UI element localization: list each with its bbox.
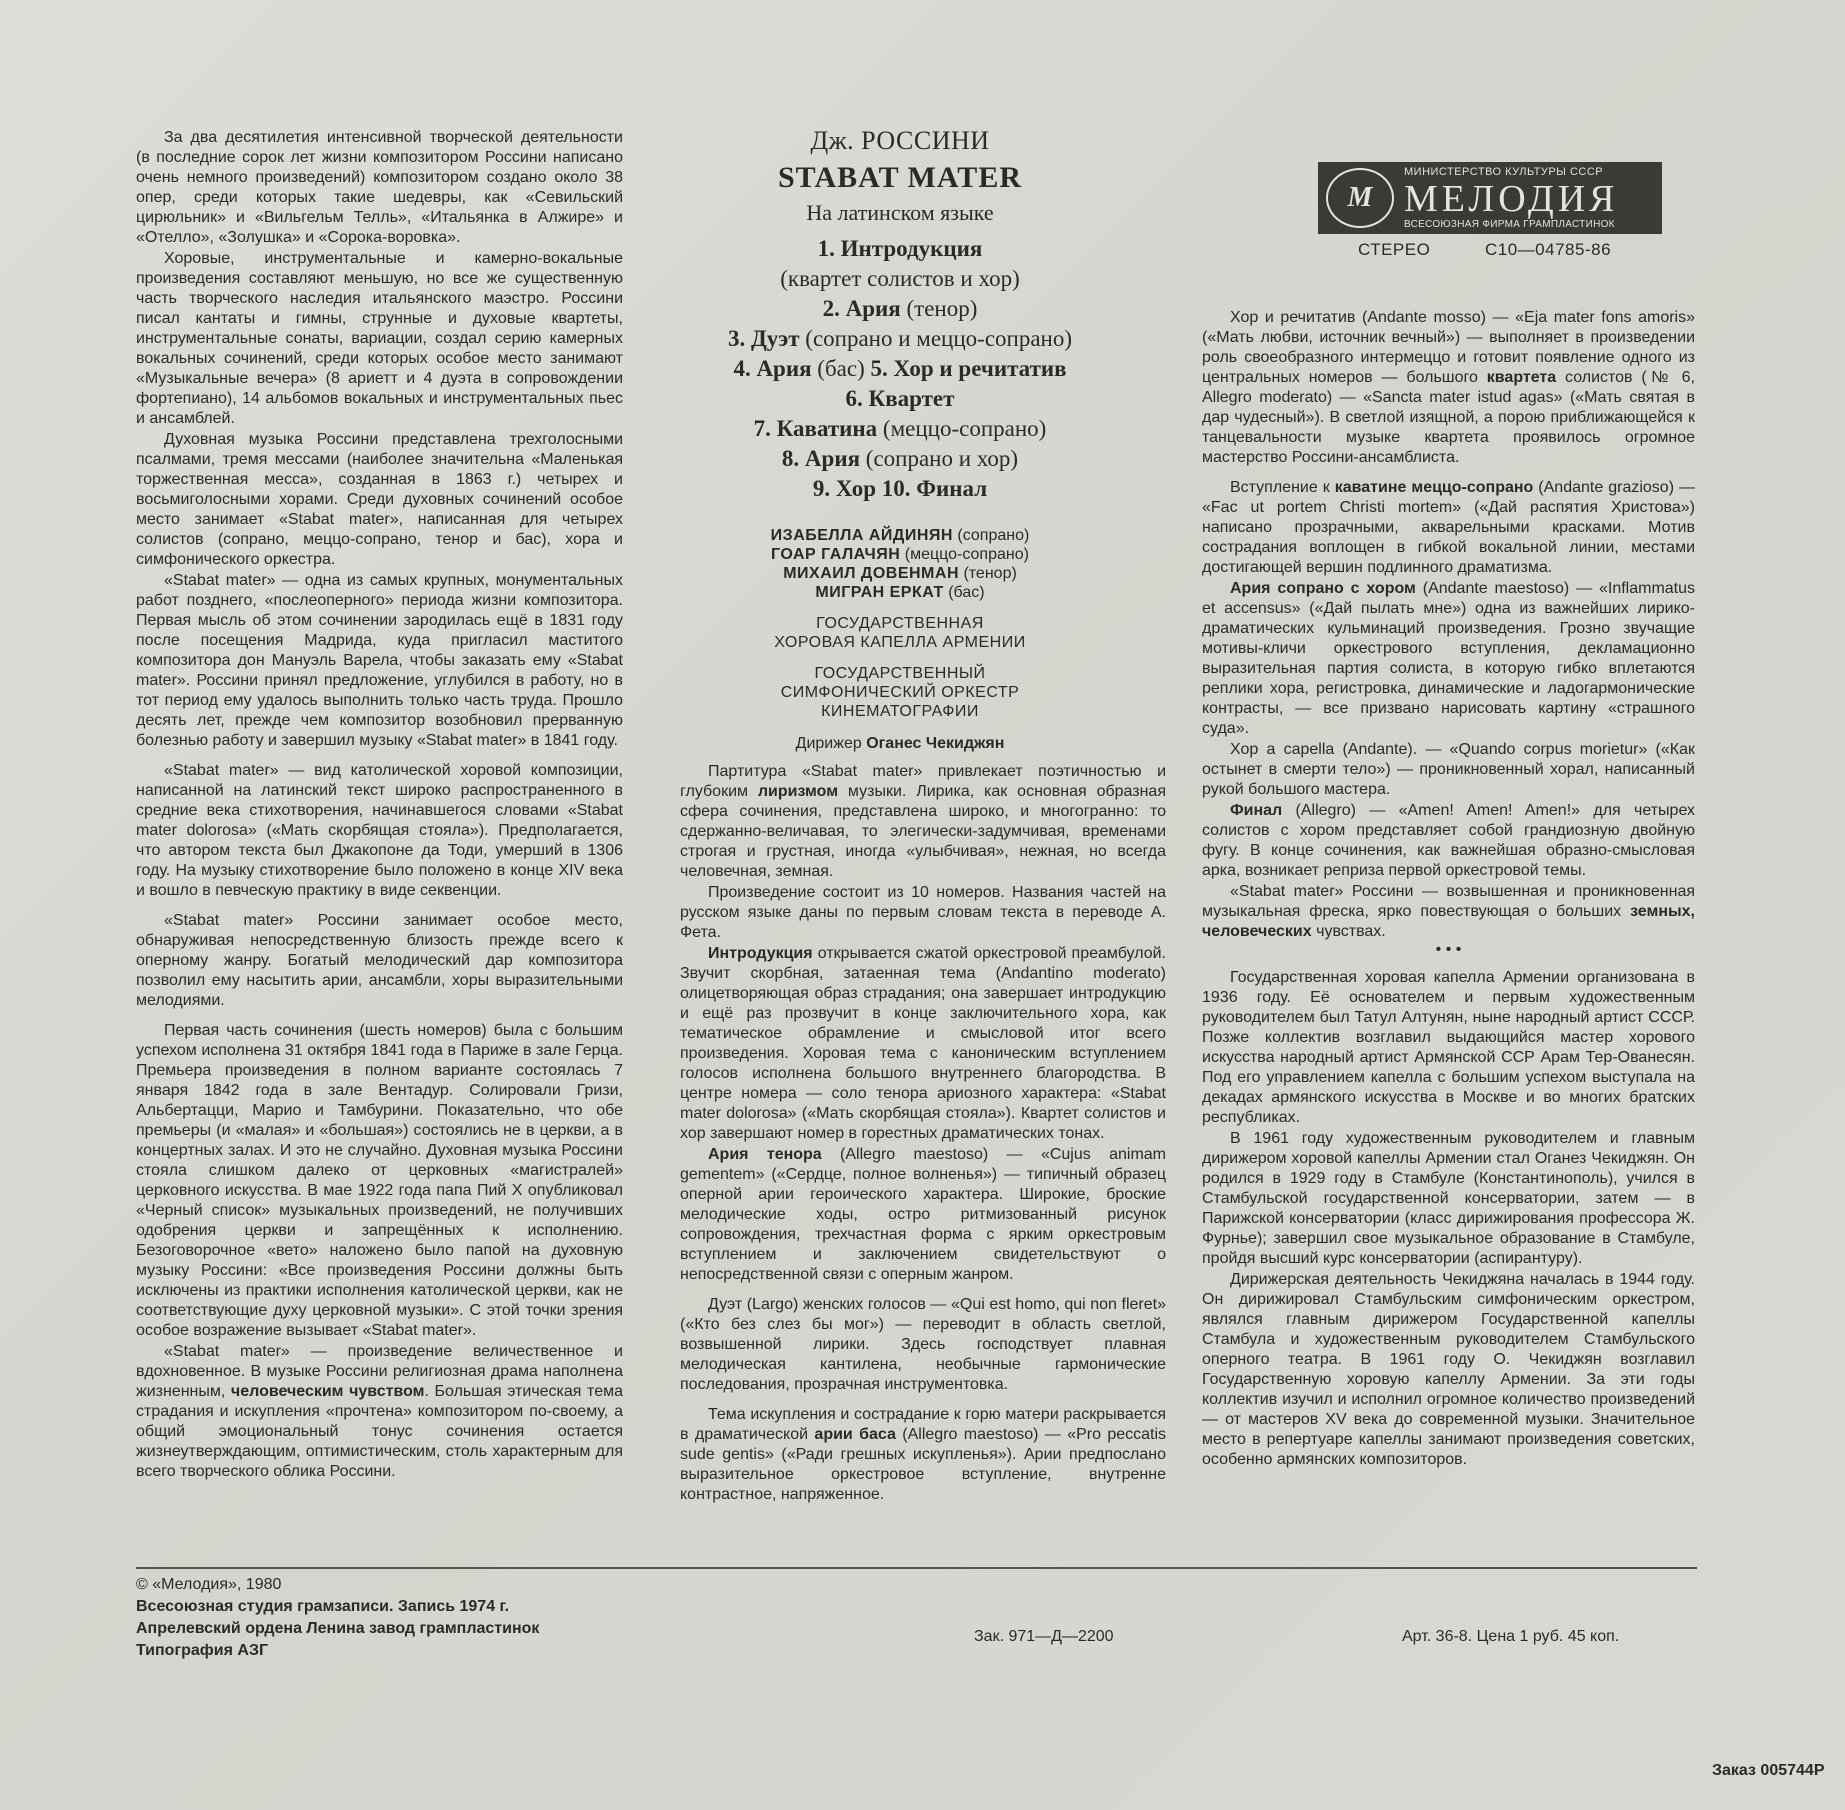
left-paragraph: «Stabat mater» — вид католической хоровой композиции, написанной на латинский текст широко распространенного в средние века стихотворения, начинавшегося словами «Stabat mater dolorosa» («Мать скорбящая стояла»). Предполагается, что автором текста был Джакопоне да Тоди, умерший в 1306 году. На музыку стихотворение было положено в конце XIV века и вошло в певческую практику в виде секвенции. [136,762,623,899]
middle-text-column [680,762,1166,1505]
price-line: Арт. 36-8. Цена 1 руб. 45 коп. [1402,1628,1620,1645]
left-text-column [136,128,623,1482]
left-paragraph: Хоровые, инструментальные и камерно-вокальные произведения составляют меньшую, но все же существенную часть творческого наследия итальянского маэстро. Россини писал кантаты и гимны, струнные и духовые квартеты, инструментальные сонаты, вариации, создал серию камерных вокальных сочинений, среди которых особое место занимают «Музыкальные вечера» (8 ариетт и 4 дуэта в сопровождении фортепиано), 14 альбомов вокальных и инструментальных пьес и ансамблей. [136,250,623,427]
track-1-subtitle: (квартет солистов и хор) [780,266,1020,291]
track-9-10: 9. Хор 10. Финал [812,476,988,501]
performer-soprano: ИЗАБЕЛЛА АЙДИНЯН (сопрано) [770,527,1030,544]
performer-tenor: МИХАИЛ ДОВЕНМАН (тенор) [783,565,1017,582]
print-order-number: Зак. 971—Д—2200 [974,1628,1114,1645]
right-paragraph: Хор a capella (Andante). — «Quando corpus morietur» («Как остынет в смерти тело») — проникновенный хорал, написанный рукой большого мастера. [1202,741,1695,798]
orchestra-name: ГОСУДАРСТВЕННЫЙ СИМФОНИЧЕСКИЙ ОРКЕСТР КИНЕМАТОГРАФИИ [780,665,1020,720]
track-1: 1. Интродукция [817,236,983,261]
composer-name: Дж. РОССИНИ [810,126,990,155]
plant-line: Апрелевский ордена Ленина завод грампластинок [136,1620,540,1637]
choir-name: ГОСУДАРСТВЕННАЯ ХОРОВАЯ КАПЕЛЛА АРМЕНИИ [774,615,1026,651]
right-paragraph: Вступление к каватине меццо-сопрано (Andante grazioso) — «Fac ut portem Christi mortem» («Дай распятия Христова») написано прозрачными, акварельными красками. Мотив сострадания воплощен в гибкой вокальной линии, местами достигающей вершин подлинного драматизма. [1202,479,1696,576]
track-8: 8. Ария (сопрано и хор) [781,446,1019,471]
performers-list [640,526,1160,602]
order-number: Заказ 005744Р [1712,1762,1825,1779]
catalog-number: С10—04785-86 [1485,240,1612,259]
work-title: STABAT MATER [778,161,1022,194]
middle-paragraph: Партитура «Stabat mater» привлекает поэтичностью и глубоким лиризмом музыки. Лирика, как основная образная сфера сочинения, представлена широко, и многогранно: то сдержанно-величавая, то элегически-задумчивая, временами строгая и грустная, иногда «улыбчивая», нежная, но всегда человечная, земная. [680,763,1166,880]
melodiya-emblem-icon: М [1326,168,1394,228]
studio-line: Всесоюзная студия грамзаписи. Запись 1974 г. [136,1598,510,1615]
left-paragraph: «Stabat mater» — одна из самых крупных, монументальных работ позднего, «послеоперного» периода жизни композитора. Первая мысль об этом сочинении зародилась ещё в 1831 году после посещения Мадрида, куда пригласил маститого композитора дон Мануэль Варела, чтобы заказать ему «Stabat mater». Россини принял предложение, углубился в работу, но в тот период ему удалось выполнить только часть труда. Прошло десять лет, прежде чем композитор возобновил прерванную болезнью работу и завершил музыку «Stabat mater» в 1841 году. [136,572,623,749]
track-2: 2. Ария (тенор) [822,296,978,321]
track-6: 6. Квартет [845,386,955,411]
right-paragraph: Ария сопрано с хором (Andante maestoso) — «Inflammatus et accensus» («Дай пылать мне») одна из важнейших лирико-драматических кульминаций произведения. Грозно звучащие мотивы-кличи оркестрового вступления, декламационно выразительная партия солиста, в которую гибко вплетаются реплики хора, регистровка, динамические и ладогармонические контрасты, — все призвано нарисовать картину «страшного суда». [1202,580,1696,737]
track-7: 7. Каватина (меццо-сопрано) [753,416,1047,441]
track-4-5: 4. Ария (бас) 5. Хор и речитатив [733,356,1067,381]
right-paragraph: Дирижерская деятельность Чекиджяна началась в 1944 году. Он дирижировал Стамбульским симфоническим оркестром, являлся главным дирижером Государственной капеллы Стамбула и художественным руководителем Стамбульского оперного театра. В 1961 году О. Чекиджян возглавил Государственную хоровую капеллу Армении. За эти годы коллектив изучил и исполнил огромное количество произведений — от мастеров XV века до современной музыки. Значительное место в репертуаре капеллы занимают произведения советских, особенно армянских композиторов. [1202,1271,1695,1468]
company-label: ВСЕСОЮЗНАЯ ФИРМА ГРАМПЛАСТИНОК [1404,218,1615,230]
ministry-label: МИНИСТЕРСТВО КУЛЬТУРЫ СССР [1404,165,1604,178]
left-paragraph: Духовная музыка Россини представлена трехголосными псалмами, тремя мессами (наиболее значительна «Маленькая торжественная месса», созданная в 1863 г.) четырех и восьмиголосными хорами. Среди духовных сочинений особое место занимает «Stabat mater», написанная для четырех солистов (сопрано, меццо-сопрано, тенор и бас), хора и симфонического оркестра. [136,431,623,568]
footer-divider [136,1567,1697,1569]
title-block [640,124,1160,753]
section-separator: • • • [1435,941,1462,958]
middle-paragraph: Произведение состоит из 10 номеров. Названия частей на русском языке даны по первым словам текста в переводе А. Фета. [680,884,1166,941]
stereo-mark: СТЕРЕО [1358,240,1431,259]
conductor-credit: Дирижер Оганес Чекиджян [795,735,1005,752]
left-paragraph: «Stabat mater» — произведение величественное и вдохновенное. В музыке Россини религиозная драма наполнена жизненным, человеческим чувством. Большая этическая тема страдания и искупления «прочтена» композитором по-своему, а общий эмоциональный тонус сочинения остается жизнеутверждающим, оптимистическим, столь характерным для всего творческого облика Россини. [136,1343,624,1480]
middle-paragraph: Тема искупления и сострадание к горю матери раскрывается в драматической арии баса (Allegro maestoso) — «Pro peccatis sude gentis» («Ради грешных искупленья»). Арии предпослано выразительное оркестровое вступление, внутренне контрастное, напряженное. [680,1406,1167,1503]
print-line: Типография АЗГ [136,1642,269,1659]
melodiya-logo [1318,162,1662,234]
middle-paragraph: Ария тенора (Allegro maestoso) — «Cujus animam gementem» («Сердце, полное волненья») — типичный образец оперной арии героического характера. Широкие, броские мелодические ходы, остро ритмизованный рисунок сопровождения, трехчастная форма с ярким оркестровым вступлением и заключением свидетельствуют о непосредственной связи с оперным жанром. [680,1146,1166,1283]
performer-bass: МИГРАН ЕРКАТ (бас) [815,584,985,601]
performer-mezzo: ГОАР ГАЛАЧЯН (меццо-сопрано) [771,546,1029,563]
right-paragraph: «Stabat mater» Россини — возвышенная и проникновенная музыкальная фреска, ярко повествующая о больших земных, человеческих чувствах. [1202,883,1695,940]
right-paragraph: Государственная хоровая капелла Армении организована в 1936 году. Её основателем и первым художественным руководителем был Татул Алтунян, ныне народный артист СССР. Позже коллектив возглавил выдающийся мастер хорового искусства народный артист Армянской ССР Арам Тер-Ованесян. Под его управлением капелла с большим успехом выступала на декадах армянского искусства в Москве и во многих братских республиках. [1202,969,1695,1126]
left-paragraph: «Stabat mater» Россини занимает особое место, обнаруживая непосредственную близость прежде всего к оперному жанру. Богатый мелодический дар композитора позволил ему насытить арии, ансамбли, хоры выразительными мелодиями. [136,912,623,1009]
imprint-block [136,1574,539,1662]
right-paragraph: В 1961 году художественным руководителем и главным дирижером хоровой капеллы Армении стал Оганез Чекиджян. Он родился в 1929 году в Стамбуле (Константинополь), учился в Стамбульской государственной консерватории, затем — в Парижской консерватории (класс дирижирования профессора Ж. Фурнье); завершил свое музыкальное образование в Стамбуле, пройдя высший курс консерватории (аспирантуру). [1202,1130,1695,1267]
left-paragraph: За два десятилетия интенсивной творческой деятельности (в последние сорок лет жизни композитором Россини написано очень немного произведений) композитором создано около 38 опер, среди которых такие шедевры, как «Севильский цирюльник» и «Вильгельм Телль», «Итальянка в Алжире» и «Отелло», «Золушка» и «Сорока-воровка». [136,129,623,246]
language-note: На латинском языке [806,200,994,225]
label-name: МЕЛОДИЯ [1404,177,1619,220]
right-paragraph: Хор и речитатив (Andante mosso) — «Eja mater fons amoris» («Мать любви, источник вечный») — выполняет в произведении роль своеобразного интермеццо и готовит появление одного из центральных номеров — большого квартета солистов (№ 6, Allegro moderato) — «Sancta mater istud agas» («Мать святая в дар чудесный»). В светлой изящной, а порою приближающейся к танцевальности музыке квартета проявилось огромное мастерство Россини-ансамблиста. [1202,309,1696,466]
middle-paragraph: Дуэт (Largo) женских голосов — «Qui est homo, qui non fleret» («Кто без слез бы мог») — переводит в область светлой, возвышенной лирики. Здесь господствует плавная мелодическая кантилена, необычные гармонические последования, прозрачная инструментовка. [680,1296,1166,1393]
right-text-column [1202,308,1695,1470]
track-3: 3. Дуэт (сопрано и меццо-сопрано) [727,326,1073,351]
left-paragraph: Первая часть сочинения (шесть номеров) была с большим успехом исполнена 31 октября 1841 года в Париже в зале Герца. Премьера произведения в полном варианте состоялась 7 января 1842 года в зале Вентадур. Солировали Гризи, Альбертацци, Марио и Тамбурини. Показательно, что обе премьеры (и «малая» и «большая») состоялись не в церкви, а в концертных залах. И это не случайно. Духовная музыка Россини стояла слишком далеко от церковных «магистралей» церковного искусства. В мае 1922 года папа Пий X опубликовал «Черный список» музыкальных произведений, не получивших одобрения церкви и запрещённых к исполнению. Безоговорочное «вето» наложено было папой на духовную музыку Россини: «Все произведения Россини должны быть исключены из практики исполнения католической церкви, как не соответствующие духу церковной музыки». С этой точки зрения особое возражение вызывает «Stabat mater». [136,1022,623,1339]
right-paragraph: Финал (Allegro) — «Amen! Amen! Amen!» для четырех солистов с хором представляет собой грандиозную двойную фугу. В конце сочинения, как важнейшая образно-смысловая арка, возникает реприза первой оркестровой темы. [1202,802,1695,879]
middle-paragraph: Интродукция открывается сжатой оркестровой преамбулой. Звучит скорбная, затаенная тема (Andantino moderato) олицетворяющая образ страдания; она завершает интродукцию и ещё раз прозвучит в конце заключительного хора, как тематическое обрамление и смысловой итог всего произведения. Хоровая тема с каноническим вступлением голосов исполнена большого внутреннего благородства. В центре номера — соло тенора ариозного характера: «Stabat mater dolorosa» («Мать скорбящая стояла»). Квартет солистов и хор завершают номер в горестных драматических тонах. [680,945,1166,1142]
copyright-line: © «Мелодия», 1980 [136,1576,282,1593]
